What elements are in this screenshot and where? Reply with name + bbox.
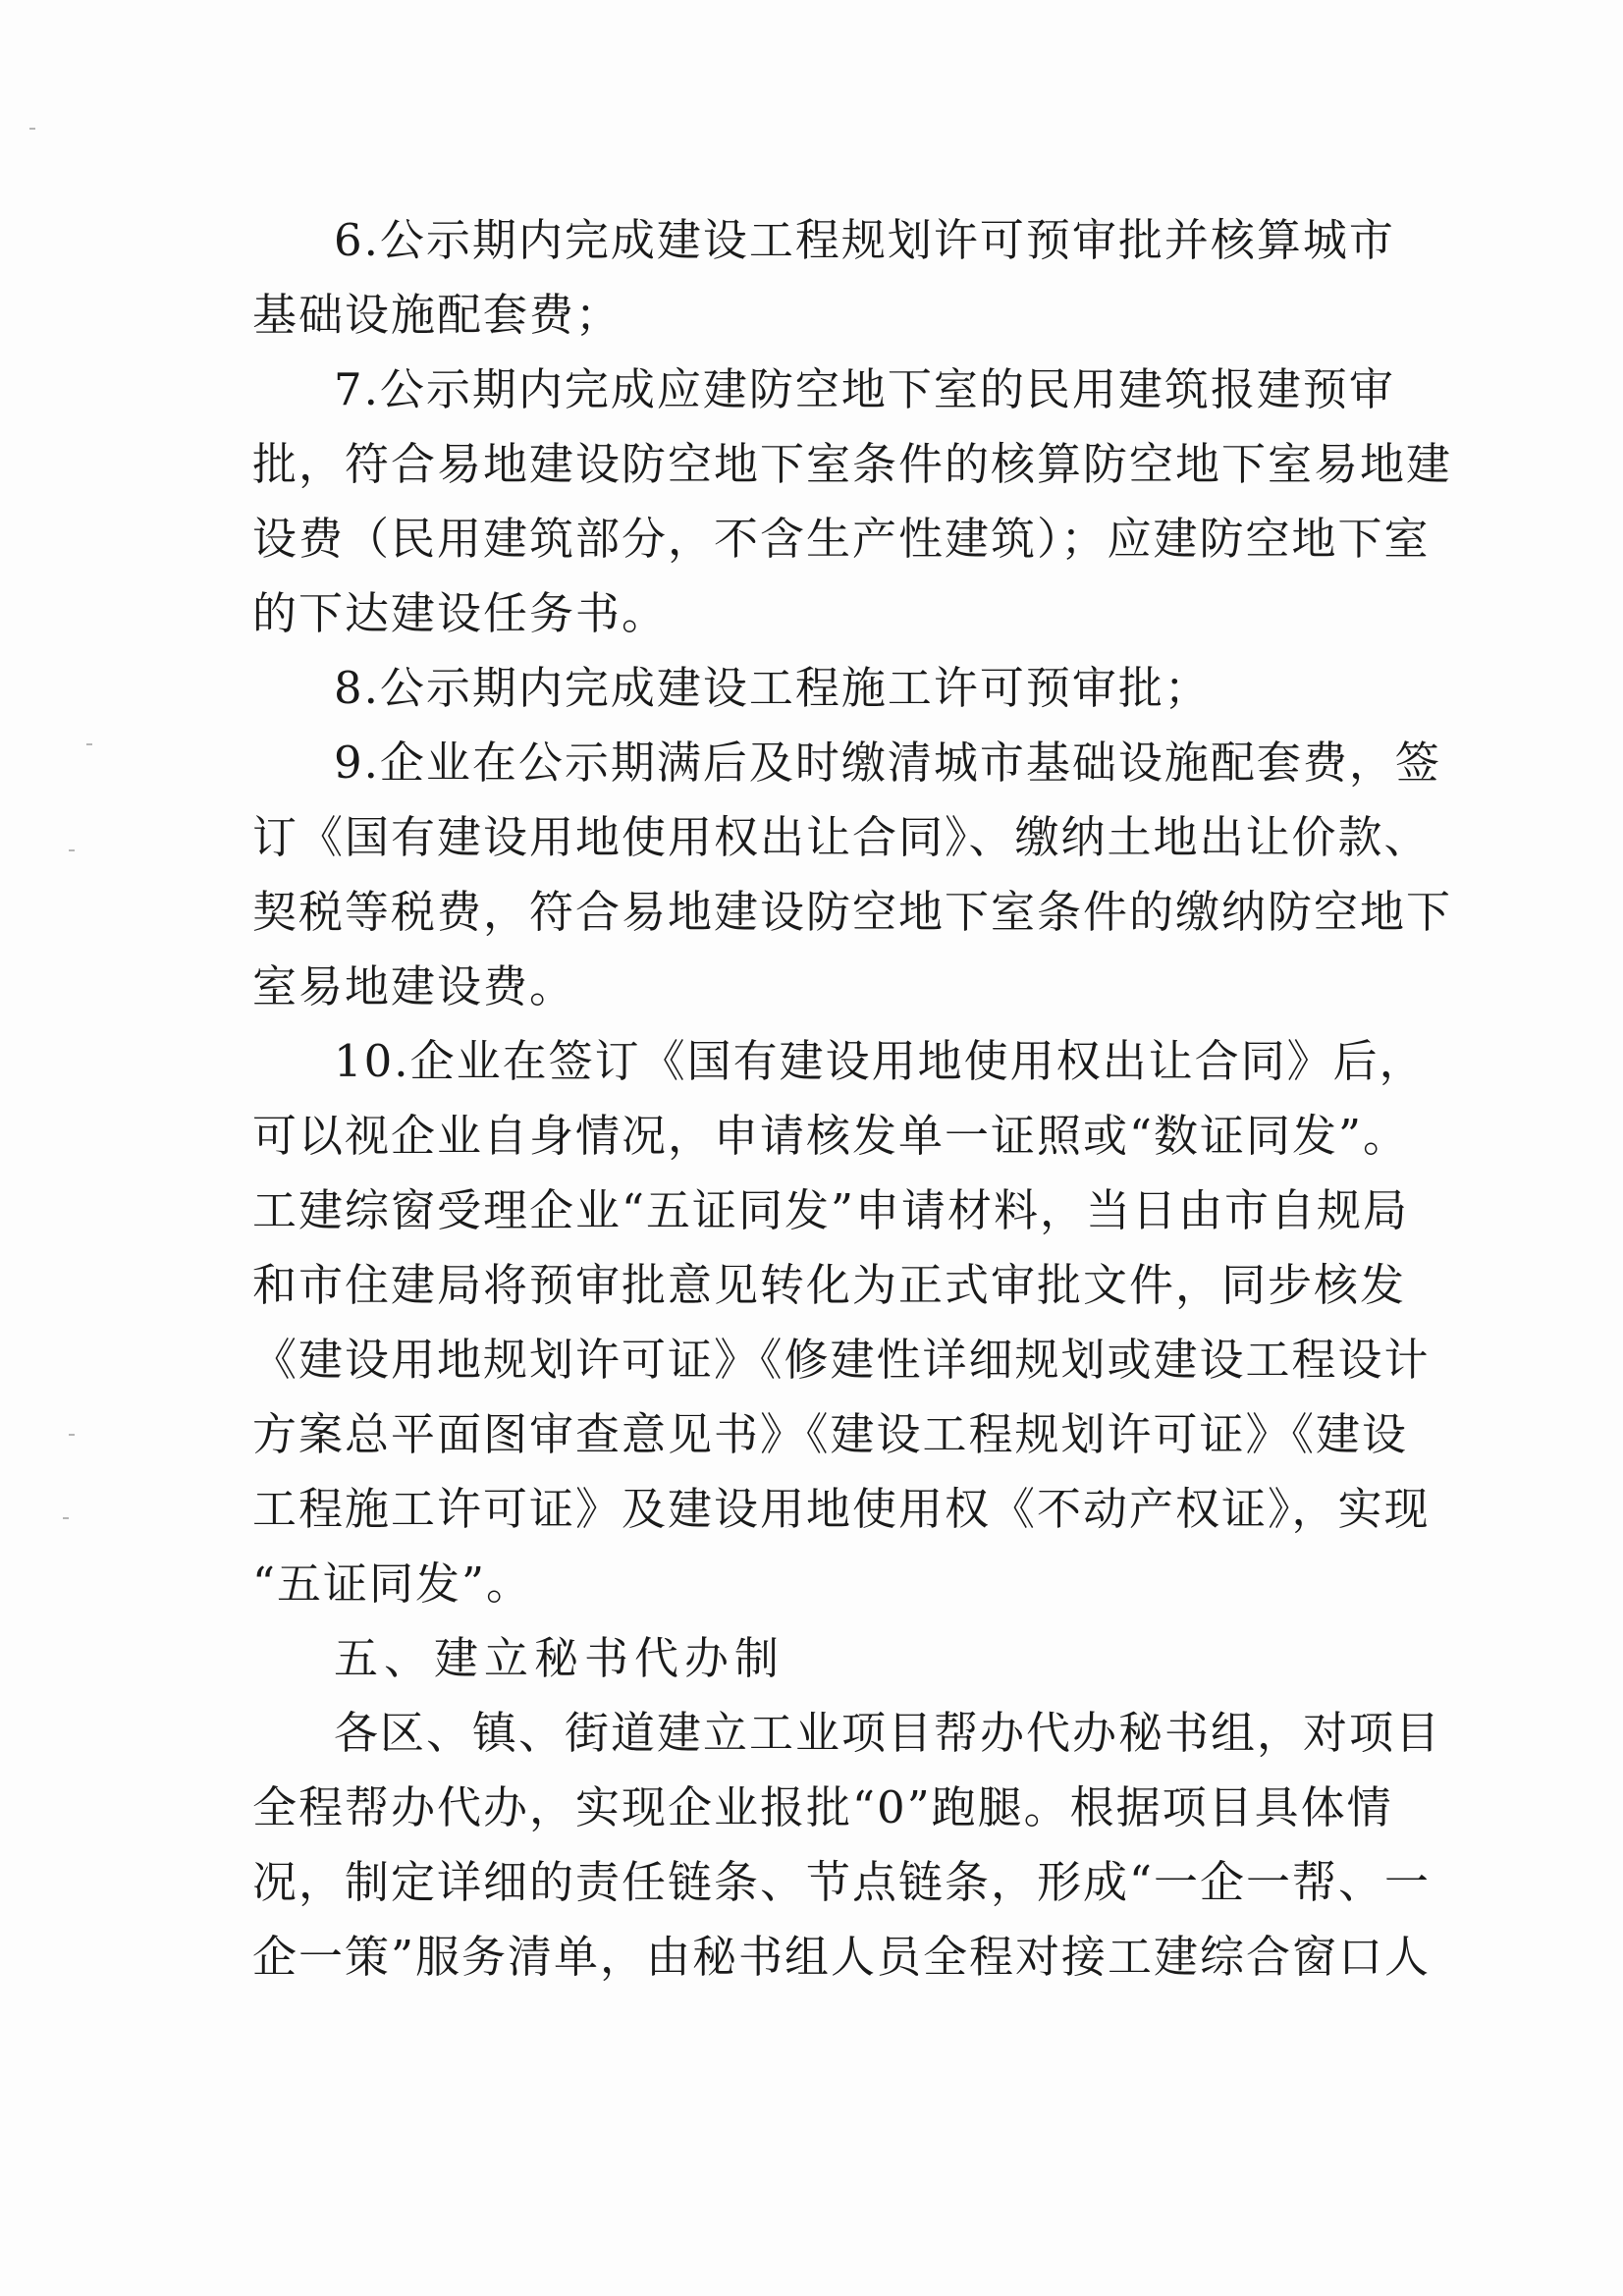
paragraph-line: 契税等税费，符合易地建设防空地下室条件的缴纳防空地下 <box>252 886 1453 938</box>
paragraph-line: 各区、镇、街道建立工业项目帮办代办秘书组，对项目 <box>334 1707 1442 1759</box>
paragraph-line: 6.公示期内完成建设工程规划许可预审批并核算城市 <box>334 214 1395 266</box>
paragraph-line: 室易地建设费。 <box>252 960 576 1012</box>
scan-speck <box>63 1517 69 1519</box>
paragraph-line: 10.企业在签订《国有建设用地使用权出让合同》后， <box>334 1035 1426 1087</box>
scan-speck <box>29 128 35 130</box>
paragraph-line: 可以视企业自身情况，申请核发单一证照或“数证同发”。 <box>252 1110 1410 1162</box>
paragraph-line: 况，制定详细的责任链条、节点链条，形成“一企一帮、一 <box>252 1856 1432 1908</box>
scan-speck <box>69 849 75 851</box>
paragraph-line: 批，符合易地建设防空地下室条件的核算防空地下室易地建 <box>252 438 1453 490</box>
paragraph-line: 9.企业在公示期满后及时缴清城市基础设施配套费，签 <box>334 737 1441 789</box>
paragraph-line: 7.公示期内完成应建防空地下室的民用建筑报建预审 <box>334 363 1395 415</box>
paragraph-line: 的下达建设任务书。 <box>252 587 669 639</box>
paragraph-line: 和市住建局将预审批意见转化为正式审批文件，同步核发 <box>252 1259 1407 1311</box>
paragraph-line: 方案总平面图审查意见书》《建设工程规划许可证》《建设 <box>252 1408 1409 1460</box>
paragraph-line: 基础设施配套费； <box>252 289 622 341</box>
paragraph-line: 全程帮办代办，实现企业报批“0”跑腿。根据项目具体情 <box>252 1781 1393 1833</box>
paragraph-line: 企一策”服务清单，由秘书组人员全程对接工建综合窗口人 <box>252 1931 1432 1983</box>
paragraph-line: 8.公示期内完成建设工程施工许可预审批； <box>334 662 1211 714</box>
paragraph-line: 《建设用地规划许可证》《修建性详细规划或建设工程设计 <box>252 1334 1431 1386</box>
scan-speck <box>86 743 92 745</box>
paragraph-line: 订《国有建设用地使用权出让合同》、缴纳土地出让价款、 <box>252 811 1431 863</box>
paragraph-line: “五证同发”。 <box>252 1558 533 1610</box>
paragraph-line: 设费（民用建筑部分，不含生产性建筑）；应建防空地下室 <box>252 513 1431 565</box>
scan-speck <box>69 1434 75 1436</box>
paragraph-line: 工建综窗受理企业“五证同发”申请材料，当日由市自规局 <box>252 1184 1410 1236</box>
paragraph-line: 工程施工许可证》及建设用地使用权《不动产权证》，实现 <box>252 1483 1431 1535</box>
section-heading: 五、建立秘书代办制 <box>334 1632 785 1684</box>
